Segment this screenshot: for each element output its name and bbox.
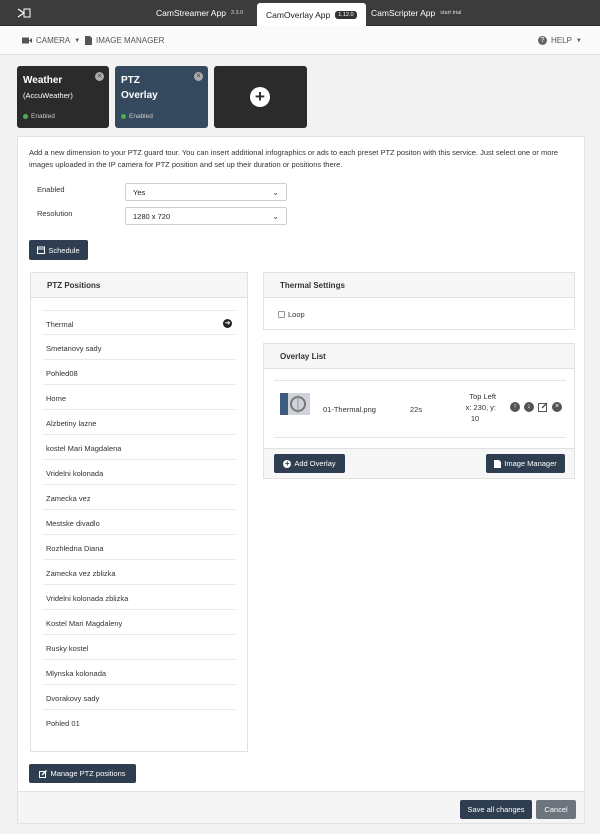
service-description: Add a new dimension to your PTZ guard tour. You can insert additional infographics or ads to each preset PTZ positon with this service. Just select one or more images uploaded in the IP camera for PTZ position and set up their duration or positions there.	[29, 148, 559, 169]
status-dot-icon	[121, 114, 126, 119]
ptz-item-label: kostel Mari Magdalena	[46, 444, 122, 453]
close-icon[interactable]: ×	[95, 72, 104, 81]
file-icon	[85, 36, 92, 45]
service-title: Weather	[23, 75, 63, 86]
delete-icon[interactable]: ×	[552, 402, 562, 412]
ptz-item-label: Vridelni kolonada zblizka	[46, 594, 129, 603]
overlay-position	[440, 391, 496, 424]
thermal-settings-panel	[263, 272, 575, 330]
checkbox-icon	[278, 311, 285, 318]
ptz-item[interactable]	[43, 485, 236, 510]
version-badge: 3.3.0	[230, 10, 244, 16]
overlay-list-title: Overlay List	[264, 344, 574, 369]
save-all-changes-button[interactable]	[460, 800, 532, 819]
service-tile-ptz-overlay[interactable]	[115, 66, 208, 128]
resolution-select[interactable]	[125, 207, 287, 225]
tab-camscripter-app[interactable]	[371, 0, 461, 26]
camstreamer-logo-icon[interactable]	[17, 8, 31, 18]
trial-badge: start trial	[440, 10, 462, 16]
ptz-positions-title: PTZ Positions	[31, 273, 247, 298]
arrow-right-circle-icon: ➜	[224, 320, 231, 327]
status-dot-icon	[23, 114, 28, 119]
version-badge: 1.12.0	[335, 11, 356, 19]
ptz-item[interactable]	[43, 385, 236, 410]
ptz-positions-panel	[30, 272, 248, 752]
image-manager-label: IMAGE MANAGER	[96, 36, 165, 45]
tab-camstreamer-app[interactable]	[156, 0, 243, 26]
camera-menu[interactable]	[22, 36, 80, 45]
overlay-position-coords: x: 230, y:	[465, 403, 496, 412]
ptz-item[interactable]	[43, 360, 236, 385]
ptz-item-label: Zamecka vez	[46, 494, 91, 503]
move-up-icon[interactable]: ↑	[510, 402, 520, 412]
ptz-item[interactable]	[43, 660, 236, 685]
image-manager-button[interactable]	[486, 454, 565, 473]
ptz-item[interactable]	[43, 560, 236, 585]
ptz-item[interactable]	[43, 585, 236, 610]
ptz-item-label: Smetanovy sady	[46, 344, 102, 353]
help-icon: ?	[538, 36, 547, 45]
image-manager-button-label: Image Manager	[504, 459, 557, 468]
service-settings-panel	[17, 136, 585, 792]
plus-circle-icon: +	[250, 87, 270, 107]
plus-circle-icon: +	[285, 458, 290, 468]
status-label: Enabled	[129, 113, 153, 120]
overlay-list-panel	[263, 343, 575, 479]
close-icon[interactable]: ×	[194, 72, 203, 81]
overlay-filename: 01-Thermal.png	[323, 405, 376, 414]
manage-ptz-positions-button[interactable]	[29, 764, 136, 783]
overlay-row	[274, 380, 566, 438]
save-label: Save all changes	[467, 805, 525, 814]
camera-menu-label: CAMERA	[36, 36, 71, 45]
service-subtitle: (AccuWeather)	[23, 91, 73, 100]
ptz-item-label: Zamecka vez zblizka	[46, 569, 116, 578]
ptz-item[interactable]	[43, 410, 236, 435]
overlay-position-anchor: Top Left	[469, 392, 496, 401]
ptz-item-label: Pohled 01	[46, 719, 80, 728]
enabled-select[interactable]	[125, 183, 287, 201]
add-overlay-button[interactable]	[274, 454, 345, 473]
tab-camoverlay-app[interactable]	[257, 3, 366, 26]
ptz-item-label: Kostel Mari Magdaleny	[46, 619, 123, 628]
ptz-item-label: Mestske divadlo	[46, 519, 100, 528]
overlay-duration: 22s	[410, 405, 423, 414]
manage-ptz-label: Manage PTZ positions	[50, 769, 126, 778]
ptz-item-label: Rusky kostel	[46, 644, 89, 653]
loop-checkbox[interactable]	[278, 310, 305, 319]
service-tile-weather[interactable]	[17, 66, 109, 128]
chevron-down-icon: ⌄	[272, 188, 279, 197]
loop-label: Loop	[288, 310, 305, 319]
schedule-button[interactable]	[29, 240, 88, 260]
ptz-item[interactable]	[43, 335, 236, 360]
service-title: PTZ Overlay	[121, 75, 158, 101]
overlay-row-actions	[510, 402, 562, 412]
camera-icon	[22, 37, 32, 44]
ptz-item[interactable]	[43, 685, 236, 710]
file-icon	[494, 460, 501, 468]
enabled-value: Yes	[133, 188, 146, 197]
ptz-item[interactable]	[43, 610, 236, 635]
overlay-thumbnail	[280, 393, 310, 415]
form-footer	[17, 792, 585, 824]
service-status	[121, 113, 153, 120]
overlay-position-y: 10	[470, 414, 480, 423]
ptz-item-thermal[interactable]	[43, 310, 236, 335]
help-label: HELP	[551, 36, 572, 45]
ptz-item-label: Dvorakovy sady	[46, 694, 100, 703]
ptz-item-label: Rozhledna Diana	[46, 544, 104, 553]
image-manager-link[interactable]	[85, 36, 164, 45]
add-overlay-label: Add Overlay	[294, 459, 336, 468]
resolution-value: 1280 x 720	[133, 212, 171, 221]
ptz-item-label: Home	[46, 394, 67, 403]
schedule-button-label: Schedule	[48, 245, 80, 255]
ptz-item[interactable]	[43, 460, 236, 485]
tab-label: CamOverlay App	[266, 9, 331, 20]
edit-icon	[39, 770, 47, 778]
thermal-settings-title: Thermal Settings	[264, 273, 574, 298]
move-down-icon[interactable]: ↓	[524, 402, 534, 412]
ptz-item[interactable]	[43, 635, 236, 660]
service-status	[23, 113, 55, 120]
add-service-tile[interactable]	[214, 66, 307, 128]
status-label: Enabled	[31, 113, 55, 120]
tab-label: CamScripter App	[371, 8, 436, 18]
chevron-down-icon: ▼	[575, 37, 582, 44]
ptz-item[interactable]	[43, 510, 236, 535]
calendar-icon	[37, 246, 45, 254]
enabled-label: Enabled	[37, 185, 65, 194]
help-menu[interactable]	[538, 36, 582, 45]
edit-icon[interactable]	[538, 402, 548, 412]
tab-label: CamStreamer App	[156, 8, 226, 18]
resolution-label: Resolution	[37, 209, 73, 218]
chevron-down-icon: ▼	[74, 37, 81, 44]
sub-navigation	[0, 26, 600, 55]
cancel-button[interactable]	[536, 800, 576, 819]
ptz-item-label: Alzbetiny lazne	[46, 419, 97, 428]
cancel-label: Cancel	[544, 805, 568, 814]
ptz-item[interactable]	[43, 435, 236, 460]
ptz-item-label: Pohled08	[46, 369, 78, 378]
ptz-item-label: Thermal	[46, 320, 74, 329]
ptz-item[interactable]	[43, 535, 236, 560]
app-topbar	[0, 0, 600, 26]
ptz-item-label: Mlynska kolonada	[46, 669, 107, 678]
ptz-item[interactable]	[43, 710, 236, 735]
ptz-item-label: Vridelni kolonada	[46, 469, 104, 478]
chevron-down-icon: ⌄	[272, 212, 279, 221]
